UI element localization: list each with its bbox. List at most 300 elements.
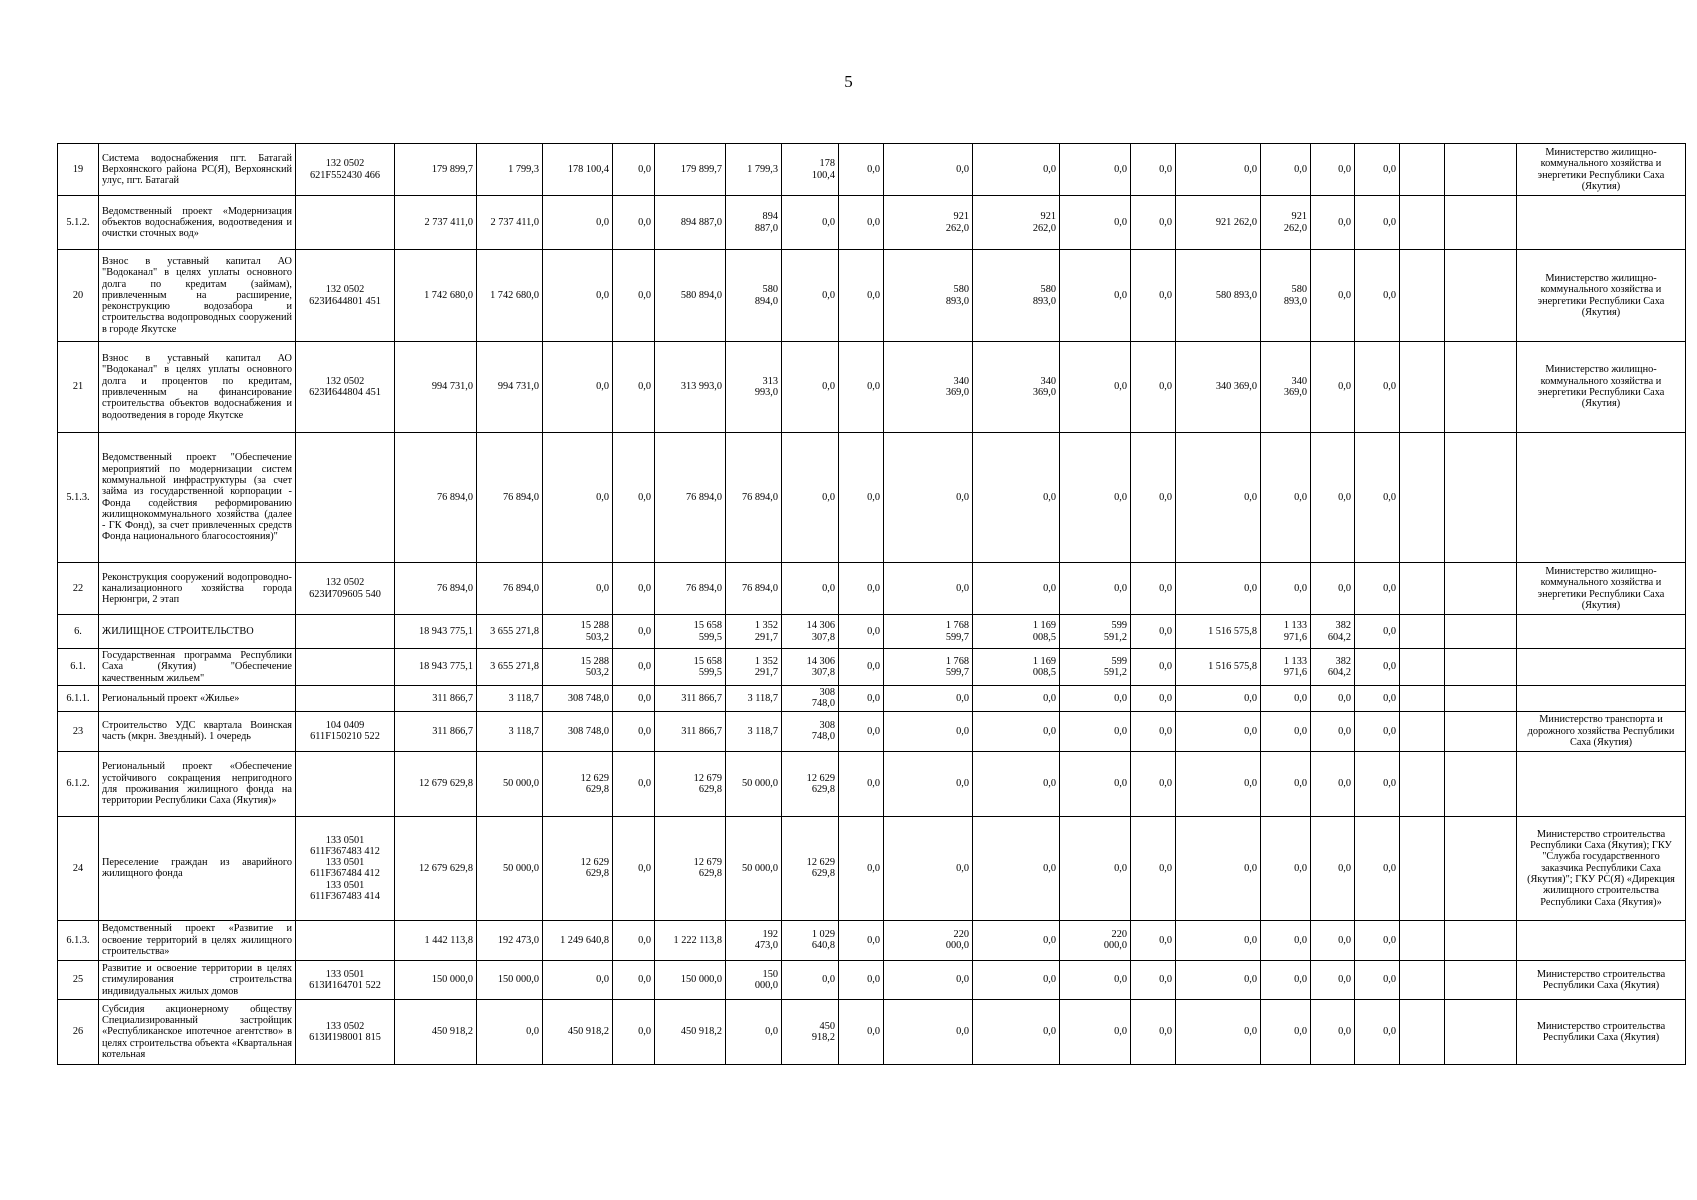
responsible-executor: Министерство жилищно-коммунального хозяйства и энергетики Республики Саха (Якутия) [1517, 144, 1686, 196]
value-cell: 0,0 [1355, 563, 1400, 615]
value-cell: 15 658 599,5 [655, 649, 726, 686]
value-cell: 0,0 [613, 960, 655, 999]
value-cell: 580 894,0 [726, 250, 782, 342]
value-cell: 76 894,0 [477, 433, 543, 563]
row-number: 24 [58, 816, 99, 920]
value-cell: 0,0 [1355, 999, 1400, 1064]
value-cell: 0,0 [839, 433, 884, 563]
value-cell: 0,0 [613, 563, 655, 615]
row-name: Развитие и освоение территории в целях стимулирования строительства индивидуальных жилых домов [99, 960, 296, 999]
row-number: 5.1.3. [58, 433, 99, 563]
value-cell [1445, 999, 1517, 1064]
value-cell: 0,0 [884, 751, 973, 816]
row-number: 6.1. [58, 649, 99, 686]
value-cell: 0,0 [839, 751, 884, 816]
value-cell: 50 000,0 [726, 751, 782, 816]
value-cell: 0,0 [613, 196, 655, 250]
budget-code [296, 433, 395, 563]
value-cell: 0,0 [1176, 711, 1261, 751]
value-cell: 0,0 [1311, 433, 1355, 563]
value-cell: 3 655 271,8 [477, 649, 543, 686]
value-cell: 0,0 [839, 649, 884, 686]
value-cell: 76 894,0 [655, 433, 726, 563]
value-cell: 0,0 [613, 816, 655, 920]
value-cell: 1 516 575,8 [1176, 615, 1261, 649]
value-cell: 0,0 [1311, 816, 1355, 920]
value-cell: 450 918,2 [395, 999, 477, 1064]
value-cell [1400, 920, 1445, 960]
value-cell: 0,0 [1131, 685, 1176, 711]
value-cell: 0,0 [613, 615, 655, 649]
row-name: Взнос в уставный капитал АО "Водоканал" в целях уплаты основного долга по кредитам (займам), привлеченным на расширение, реконструкцию водозабора и строительства водопроводных сооружений в городе Якутске [99, 250, 296, 342]
budget-code: 133 0502 613И198001 815 [296, 999, 395, 1064]
budget-code [296, 751, 395, 816]
value-cell: 0,0 [1060, 250, 1131, 342]
budget-code: 132 0502 623И709605 540 [296, 563, 395, 615]
value-cell: 0,0 [1355, 250, 1400, 342]
value-cell: 0,0 [1131, 649, 1176, 686]
value-cell: 0,0 [543, 960, 613, 999]
value-cell: 450 918,2 [655, 999, 726, 1064]
value-cell: 0,0 [1261, 960, 1311, 999]
value-cell: 0,0 [613, 711, 655, 751]
value-cell: 0,0 [973, 685, 1060, 711]
value-cell: 18 943 775,1 [395, 615, 477, 649]
value-cell: 0,0 [1131, 816, 1176, 920]
value-cell: 0,0 [839, 615, 884, 649]
value-cell: 0,0 [543, 196, 613, 250]
budget-code [296, 649, 395, 686]
budget-code [296, 920, 395, 960]
value-cell: 0,0 [1176, 563, 1261, 615]
value-cell: 0,0 [973, 144, 1060, 196]
value-cell: 0,0 [1261, 685, 1311, 711]
value-cell: 0,0 [1131, 250, 1176, 342]
value-cell: 0,0 [1131, 615, 1176, 649]
value-cell: 340 369,0 [1176, 342, 1261, 433]
value-cell [1400, 960, 1445, 999]
value-cell: 1 352 291,7 [726, 615, 782, 649]
value-cell: 599 591,2 [1060, 615, 1131, 649]
row-number: 25 [58, 960, 99, 999]
value-cell: 0,0 [613, 144, 655, 196]
row-number: 6.1.3. [58, 920, 99, 960]
value-cell: 1 133 971,6 [1261, 649, 1311, 686]
value-cell: 0,0 [1261, 920, 1311, 960]
value-cell: 0,0 [782, 433, 839, 563]
value-cell: 12 679 629,8 [655, 751, 726, 816]
table-row [58, 816, 1686, 920]
value-cell: 0,0 [543, 563, 613, 615]
value-cell: 12 679 629,8 [655, 816, 726, 920]
value-cell [1445, 342, 1517, 433]
value-cell [1445, 196, 1517, 250]
value-cell: 76 894,0 [395, 563, 477, 615]
value-cell: 1 742 680,0 [395, 250, 477, 342]
value-cell: 450 918,2 [782, 999, 839, 1064]
value-cell: 311 866,7 [395, 711, 477, 751]
budget-code: 104 0409 611F150210 522 [296, 711, 395, 751]
value-cell: 580 893,0 [1176, 250, 1261, 342]
value-cell: 150 000,0 [477, 960, 543, 999]
value-cell: 76 894,0 [726, 433, 782, 563]
value-cell [1445, 563, 1517, 615]
value-cell [1400, 649, 1445, 686]
responsible-executor: Министерство строительства Республики Саха (Якутия); ГКУ "Служба государственного заказчика Республики Саха (Якутия)"; ГКУ РС(Я) «Дирекция жилищного строительства Республики Саха (Якутия)» [1517, 816, 1686, 920]
value-cell: 0,0 [839, 999, 884, 1064]
responsible-executor [1517, 685, 1686, 711]
value-cell: 308 748,0 [782, 711, 839, 751]
value-cell: 0,0 [839, 960, 884, 999]
value-cell: 0,0 [884, 816, 973, 920]
value-cell: 0,0 [973, 563, 1060, 615]
row-number: 5.1.2. [58, 196, 99, 250]
value-cell: 0,0 [1261, 751, 1311, 816]
value-cell: 1 799,3 [477, 144, 543, 196]
value-cell: 179 899,7 [395, 144, 477, 196]
value-cell: 921 262,0 [884, 196, 973, 250]
value-cell: 894 887,0 [655, 196, 726, 250]
value-cell: 0,0 [1355, 196, 1400, 250]
value-cell: 0,0 [613, 999, 655, 1064]
responsible-executor: Министерство транспорта и дорожного хозяйства Республики Саха (Якутия) [1517, 711, 1686, 751]
value-cell: 0,0 [1261, 999, 1311, 1064]
value-cell: 0,0 [1311, 711, 1355, 751]
value-cell: 0,0 [1311, 144, 1355, 196]
value-cell [1445, 816, 1517, 920]
responsible-executor: Министерство строительства Республики Саха (Якутия) [1517, 999, 1686, 1064]
responsible-executor: Министерство строительства Республики Саха (Якутия) [1517, 960, 1686, 999]
value-cell: 0,0 [1060, 433, 1131, 563]
value-cell: 0,0 [1131, 563, 1176, 615]
value-cell: 382 604,2 [1311, 615, 1355, 649]
budget-code [296, 685, 395, 711]
value-cell: 178 100,4 [543, 144, 613, 196]
value-cell: 0,0 [1311, 960, 1355, 999]
page-number: 5 [844, 72, 853, 91]
value-cell: 0,0 [884, 711, 973, 751]
table-row [58, 342, 1686, 433]
value-cell: 0,0 [1176, 920, 1261, 960]
value-cell: 450 918,2 [543, 999, 613, 1064]
value-cell: 0,0 [973, 433, 1060, 563]
value-cell: 12 629 629,8 [782, 751, 839, 816]
value-cell: 0,0 [1060, 751, 1131, 816]
budget-code: 133 0501 613И164701 522 [296, 960, 395, 999]
value-cell: 0,0 [1311, 196, 1355, 250]
responsible-executor [1517, 751, 1686, 816]
value-cell: 192 473,0 [477, 920, 543, 960]
row-name: Государственная программа Республики Саха (Якутия) "Обеспечение качественным жильем" [99, 649, 296, 686]
value-cell: 0,0 [839, 196, 884, 250]
value-cell: 0,0 [884, 999, 973, 1064]
value-cell: 0,0 [1311, 999, 1355, 1064]
table-row [58, 685, 1686, 711]
value-cell [1445, 615, 1517, 649]
value-cell [1445, 920, 1517, 960]
value-cell [1445, 433, 1517, 563]
value-cell: 0,0 [973, 751, 1060, 816]
value-cell: 1 169 008,5 [973, 615, 1060, 649]
budget-code: 132 0502 621F552430 466 [296, 144, 395, 196]
value-cell: 894 887,0 [726, 196, 782, 250]
value-cell: 0,0 [1311, 920, 1355, 960]
value-cell: 0,0 [839, 144, 884, 196]
table-row [58, 144, 1686, 196]
value-cell: 150 000,0 [655, 960, 726, 999]
value-cell: 0,0 [1311, 342, 1355, 433]
row-name: Ведомственный проект «Развитие и освоение территорий в целях жилищного строительства» [99, 920, 296, 960]
value-cell: 0,0 [543, 342, 613, 433]
budget-code: 132 0502 623И644801 451 [296, 250, 395, 342]
value-cell: 1 442 113,8 [395, 920, 477, 960]
value-cell: 580 894,0 [655, 250, 726, 342]
value-cell: 0,0 [839, 711, 884, 751]
table-body [58, 144, 1686, 1065]
responsible-executor: Министерство жилищно-коммунального хозяйства и энергетики Республики Саха (Якутия) [1517, 563, 1686, 615]
value-cell: 0,0 [1131, 960, 1176, 999]
value-cell: 0,0 [884, 685, 973, 711]
value-cell: 1 799,3 [726, 144, 782, 196]
row-number: 21 [58, 342, 99, 433]
responsible-executor [1517, 920, 1686, 960]
value-cell [1400, 250, 1445, 342]
value-cell: 0,0 [1131, 196, 1176, 250]
table-row [58, 563, 1686, 615]
table-row [58, 711, 1686, 751]
value-cell [1400, 751, 1445, 816]
value-cell [1445, 685, 1517, 711]
value-cell: 0,0 [613, 685, 655, 711]
value-cell: 0,0 [1355, 960, 1400, 999]
value-cell: 580 893,0 [973, 250, 1060, 342]
row-number: 6. [58, 615, 99, 649]
value-cell: 12 629 629,8 [543, 751, 613, 816]
value-cell [1400, 563, 1445, 615]
value-cell: 0,0 [1261, 711, 1311, 751]
row-name: Региональный проект «Обеспечение устойчивого сокращения непригодного для проживания жилищного фонда на территории Республики Саха (Якутия)» [99, 751, 296, 816]
value-cell: 921 262,0 [1261, 196, 1311, 250]
table-row [58, 250, 1686, 342]
row-number: 19 [58, 144, 99, 196]
responsible-executor [1517, 433, 1686, 563]
value-cell: 15 288 503,2 [543, 649, 613, 686]
row-name: Система водоснабжения пгт. Батагай Верхоянского района РС(Я), Верхоянский улус, пгт. Батагай [99, 144, 296, 196]
value-cell: 3 118,7 [477, 685, 543, 711]
value-cell: 0,0 [1060, 342, 1131, 433]
value-cell: 0,0 [1311, 250, 1355, 342]
value-cell: 0,0 [884, 144, 973, 196]
value-cell: 0,0 [1355, 920, 1400, 960]
value-cell: 0,0 [613, 751, 655, 816]
row-name: Субсидия акционерному обществу Специализированный застройщик «Республиканское ипотечное агентство» в целях строительства объекта «Квартальная котельная [99, 999, 296, 1064]
value-cell: 0,0 [1355, 711, 1400, 751]
value-cell: 1 352 291,7 [726, 649, 782, 686]
value-cell: 12 629 629,8 [543, 816, 613, 920]
row-name: Взнос в уставный капитал АО "Водоканал" в целях уплаты основного долга и процентов по кредитам, привлеченным на финансирование строительства объектов водоснабжения и водоотведения в городе Якутске [99, 342, 296, 433]
value-cell: 220 000,0 [884, 920, 973, 960]
value-cell: 192 473,0 [726, 920, 782, 960]
value-cell: 0,0 [1355, 816, 1400, 920]
value-cell: 76 894,0 [655, 563, 726, 615]
row-number: 6.1.2. [58, 751, 99, 816]
value-cell: 0,0 [1060, 563, 1131, 615]
budget-code [296, 615, 395, 649]
table-row [58, 433, 1686, 563]
value-cell: 0,0 [1355, 342, 1400, 433]
value-cell: 1 742 680,0 [477, 250, 543, 342]
value-cell: 1 169 008,5 [973, 649, 1060, 686]
value-cell: 0,0 [973, 960, 1060, 999]
value-cell [1400, 999, 1445, 1064]
value-cell: 14 306 307,8 [782, 649, 839, 686]
value-cell: 0,0 [1261, 816, 1311, 920]
budget-table [57, 143, 1686, 1065]
value-cell: 0,0 [1131, 920, 1176, 960]
value-cell: 0,0 [1176, 685, 1261, 711]
value-cell: 50 000,0 [477, 751, 543, 816]
value-cell: 76 894,0 [477, 563, 543, 615]
value-cell: 0,0 [1261, 563, 1311, 615]
value-cell: 0,0 [1176, 816, 1261, 920]
value-cell: 76 894,0 [726, 563, 782, 615]
value-cell: 0,0 [782, 250, 839, 342]
value-cell: 2 737 411,0 [477, 196, 543, 250]
value-cell: 0,0 [477, 999, 543, 1064]
row-name: Строительство УДС квартала Воинская часть (мкрн. Звездный). 1 очередь [99, 711, 296, 751]
value-cell: 599 591,2 [1060, 649, 1131, 686]
value-cell: 340 369,0 [884, 342, 973, 433]
row-number: 23 [58, 711, 99, 751]
value-cell: 0,0 [1311, 751, 1355, 816]
value-cell: 0,0 [782, 563, 839, 615]
value-cell: 15 658 599,5 [655, 615, 726, 649]
value-cell: 0,0 [839, 920, 884, 960]
value-cell: 0,0 [543, 250, 613, 342]
value-cell: 18 943 775,1 [395, 649, 477, 686]
value-cell: 311 866,7 [395, 685, 477, 711]
table-row [58, 615, 1686, 649]
value-cell: 3 118,7 [726, 711, 782, 751]
row-name: Региональный проект «Жилье» [99, 685, 296, 711]
value-cell: 0,0 [1355, 144, 1400, 196]
table-row [58, 960, 1686, 999]
value-cell: 12 629 629,8 [782, 816, 839, 920]
value-cell: 994 731,0 [477, 342, 543, 433]
value-cell [1400, 685, 1445, 711]
responsible-executor [1517, 196, 1686, 250]
value-cell: 0,0 [1060, 960, 1131, 999]
value-cell: 0,0 [973, 711, 1060, 751]
row-name: ЖИЛИЩНОЕ СТРОИТЕЛЬСТВО [99, 615, 296, 649]
value-cell: 308 748,0 [543, 711, 613, 751]
responsible-executor [1517, 615, 1686, 649]
value-cell: 0,0 [839, 342, 884, 433]
budget-code [296, 196, 395, 250]
value-cell: 0,0 [884, 433, 973, 563]
value-cell: 0,0 [839, 250, 884, 342]
value-cell: 311 866,7 [655, 685, 726, 711]
value-cell [1400, 816, 1445, 920]
table-row [58, 196, 1686, 250]
value-cell [1445, 144, 1517, 196]
row-number: 20 [58, 250, 99, 342]
value-cell: 3 118,7 [477, 711, 543, 751]
value-cell: 0,0 [1060, 685, 1131, 711]
budget-code: 133 0501 611F367483 412 133 0501 611F367484 412 133 0501 611F367483 414 [296, 816, 395, 920]
value-cell: 0,0 [839, 816, 884, 920]
value-cell: 178 100,4 [782, 144, 839, 196]
value-cell: 50 000,0 [726, 816, 782, 920]
value-cell: 0,0 [782, 960, 839, 999]
value-cell: 340 369,0 [1261, 342, 1311, 433]
value-cell: 14 306 307,8 [782, 615, 839, 649]
table-row [58, 999, 1686, 1064]
value-cell: 1 029 640,8 [782, 920, 839, 960]
value-cell: 0,0 [1355, 649, 1400, 686]
value-cell: 0,0 [1176, 960, 1261, 999]
value-cell: 580 893,0 [884, 250, 973, 342]
value-cell: 12 679 629,8 [395, 751, 477, 816]
row-name: Реконструкция сооружений водопроводно-канализационного хозяйства города Нерюнгри, 2 этап [99, 563, 296, 615]
value-cell: 1 768 599,7 [884, 615, 973, 649]
value-cell: 0,0 [1261, 433, 1311, 563]
value-cell: 0,0 [782, 342, 839, 433]
budget-code: 132 0502 623И644804 451 [296, 342, 395, 433]
value-cell: 921 262,0 [973, 196, 1060, 250]
value-cell: 0,0 [782, 196, 839, 250]
value-cell: 1 516 575,8 [1176, 649, 1261, 686]
value-cell: 308 748,0 [543, 685, 613, 711]
row-name: Ведомственный проект «Модернизация объектов водоснабжения, водоотведения и очистки сточных вод» [99, 196, 296, 250]
value-cell [1400, 615, 1445, 649]
value-cell: 0,0 [1176, 751, 1261, 816]
value-cell: 921 262,0 [1176, 196, 1261, 250]
value-cell: 0,0 [1131, 342, 1176, 433]
value-cell: 50 000,0 [477, 816, 543, 920]
value-cell [1400, 711, 1445, 751]
value-cell: 0,0 [1060, 711, 1131, 751]
value-cell [1400, 342, 1445, 433]
row-name: Ведомственный проект "Обеспечение мероприятий по модернизации систем коммунальной инфраструктуры (за счет займа из государственной корпорации - Фонда содействия реформированию жилищнокоммунального хозяйства (далее - ГК Фонд), за счет привлеченных средств Фонда национального благосостояния)" [99, 433, 296, 563]
value-cell: 0,0 [613, 649, 655, 686]
row-number: 6.1.1. [58, 685, 99, 711]
table-row [58, 751, 1686, 816]
value-cell: 0,0 [1060, 196, 1131, 250]
value-cell: 0,0 [1131, 711, 1176, 751]
value-cell: 0,0 [1261, 144, 1311, 196]
value-cell [1400, 196, 1445, 250]
value-cell: 2 737 411,0 [395, 196, 477, 250]
value-cell: 311 866,7 [655, 711, 726, 751]
value-cell: 0,0 [839, 685, 884, 711]
value-cell [1400, 433, 1445, 563]
value-cell: 0,0 [613, 433, 655, 563]
value-cell: 0,0 [1355, 433, 1400, 563]
value-cell: 3 118,7 [726, 685, 782, 711]
value-cell: 150 000,0 [395, 960, 477, 999]
value-cell: 12 679 629,8 [395, 816, 477, 920]
value-cell: 150 000,0 [726, 960, 782, 999]
value-cell: 0,0 [1131, 999, 1176, 1064]
value-cell: 313 993,0 [726, 342, 782, 433]
value-cell: 0,0 [1355, 751, 1400, 816]
responsible-executor: Министерство жилищно-коммунального хозяйства и энергетики Республики Саха (Якутия) [1517, 250, 1686, 342]
table-row [58, 649, 1686, 686]
value-cell: 0,0 [613, 920, 655, 960]
value-cell: 0,0 [884, 563, 973, 615]
value-cell: 580 893,0 [1261, 250, 1311, 342]
